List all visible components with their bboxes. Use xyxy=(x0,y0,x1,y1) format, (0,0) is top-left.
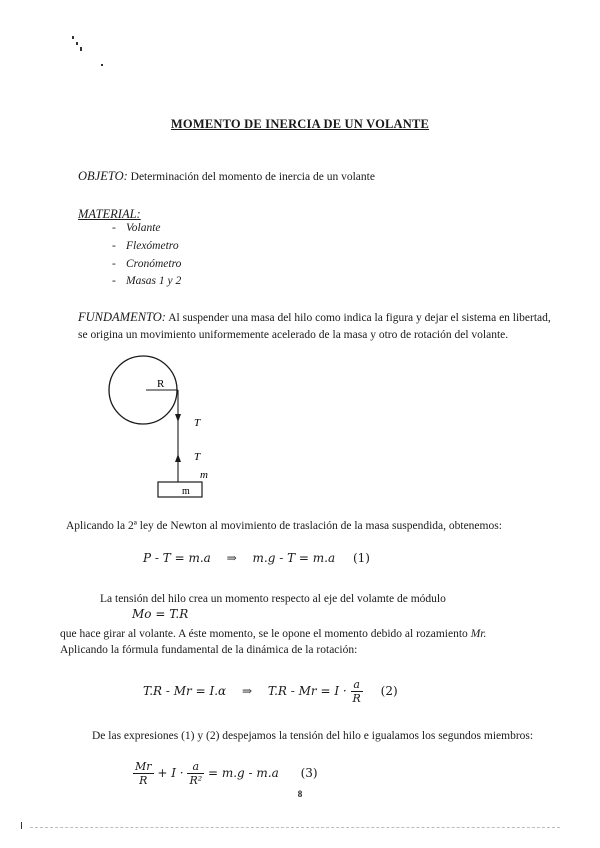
material-item: - Flexómetro xyxy=(112,240,179,252)
page-number: 8 xyxy=(297,789,303,799)
scan-mark xyxy=(72,36,74,39)
rozamiento-paragraph: que hace girar al volante. A éste momento, se le opone el momento debido al rozamiento Mr. xyxy=(60,628,487,640)
tension-arrow-up xyxy=(175,454,181,462)
scan-mark xyxy=(80,47,82,51)
rotacion-paragraph: Aplicando la fórmula fundamental de la dinámica de la rotación: xyxy=(60,644,358,656)
expresiones-paragraph: De las expresiones (1) y (2) despejamos la tensión del hilo e igualamos los segundos miembros: xyxy=(92,730,534,742)
tension-label-top: T xyxy=(194,417,201,429)
equation-3-fraction-1: $\frac{Mr}{R}$ xyxy=(135,760,152,787)
material-item: - Cronómetro xyxy=(112,258,182,270)
radius-label: R xyxy=(157,378,165,390)
mass-label: m xyxy=(200,469,208,481)
page-title: MOMENTO DE INERCIA DE UN VOLANTE xyxy=(170,117,430,131)
tension-arrow-down xyxy=(175,414,181,422)
mass-box xyxy=(158,482,202,497)
newton-paragraph: Aplicando la 2ª ley de Newton al movimiento de traslación de la masa suspendida, obtenemos: xyxy=(66,520,502,532)
equation-3-fraction-2: $\frac{a}{\text{R²}}$ xyxy=(189,760,203,787)
fundamento-heading: FUNDAMENTO: xyxy=(78,310,166,324)
fundamento-line2: se origina un movimiento uniformemente acelerado de la masa y otro de rotación del volante. xyxy=(78,329,509,341)
objeto-text: Determinación del momento de inercia de un volante xyxy=(130,171,375,183)
equation-1: P - T = m.a ⇒ m.g - T = m.a (1) xyxy=(143,551,370,565)
scan-edge-line xyxy=(30,827,560,828)
material-heading: MATERIAL: xyxy=(78,207,141,221)
scan-mark xyxy=(101,64,103,66)
equation-2-fraction: $\frac{a}{R}$ xyxy=(352,678,361,705)
fundamento-line1: Al suspender una masa del hilo como indica la figura y dejar el sistema en libertad, xyxy=(168,312,551,324)
equation-3: $\frac{Mr}{R}$ + I · $\frac{a}{\text{R²}}$ = m.g - m.a (3) xyxy=(135,760,318,787)
tension-paragraph: La tensión del hilo crea un momento respecto al eje del volamte de módulo xyxy=(100,593,446,605)
equation-2: T.R - Mr = I.α ⇒ T.R - Mr = I · $\frac{a}{R}$ (2) xyxy=(143,678,398,705)
fundamento-paragraph xyxy=(78,309,558,326)
scan-mark xyxy=(76,42,78,45)
mass-box-label: m xyxy=(182,486,190,497)
objeto-heading: OBJETO: xyxy=(78,169,128,183)
tension-label-bottom: T xyxy=(194,451,201,463)
scan-mark xyxy=(21,822,22,829)
material-item: - Volante xyxy=(112,222,161,234)
moment-equation: Mo = T.R xyxy=(132,607,189,621)
objeto-line xyxy=(78,168,375,185)
flywheel-figure xyxy=(100,352,230,502)
material-item: - Masas 1 y 2 xyxy=(112,275,182,287)
